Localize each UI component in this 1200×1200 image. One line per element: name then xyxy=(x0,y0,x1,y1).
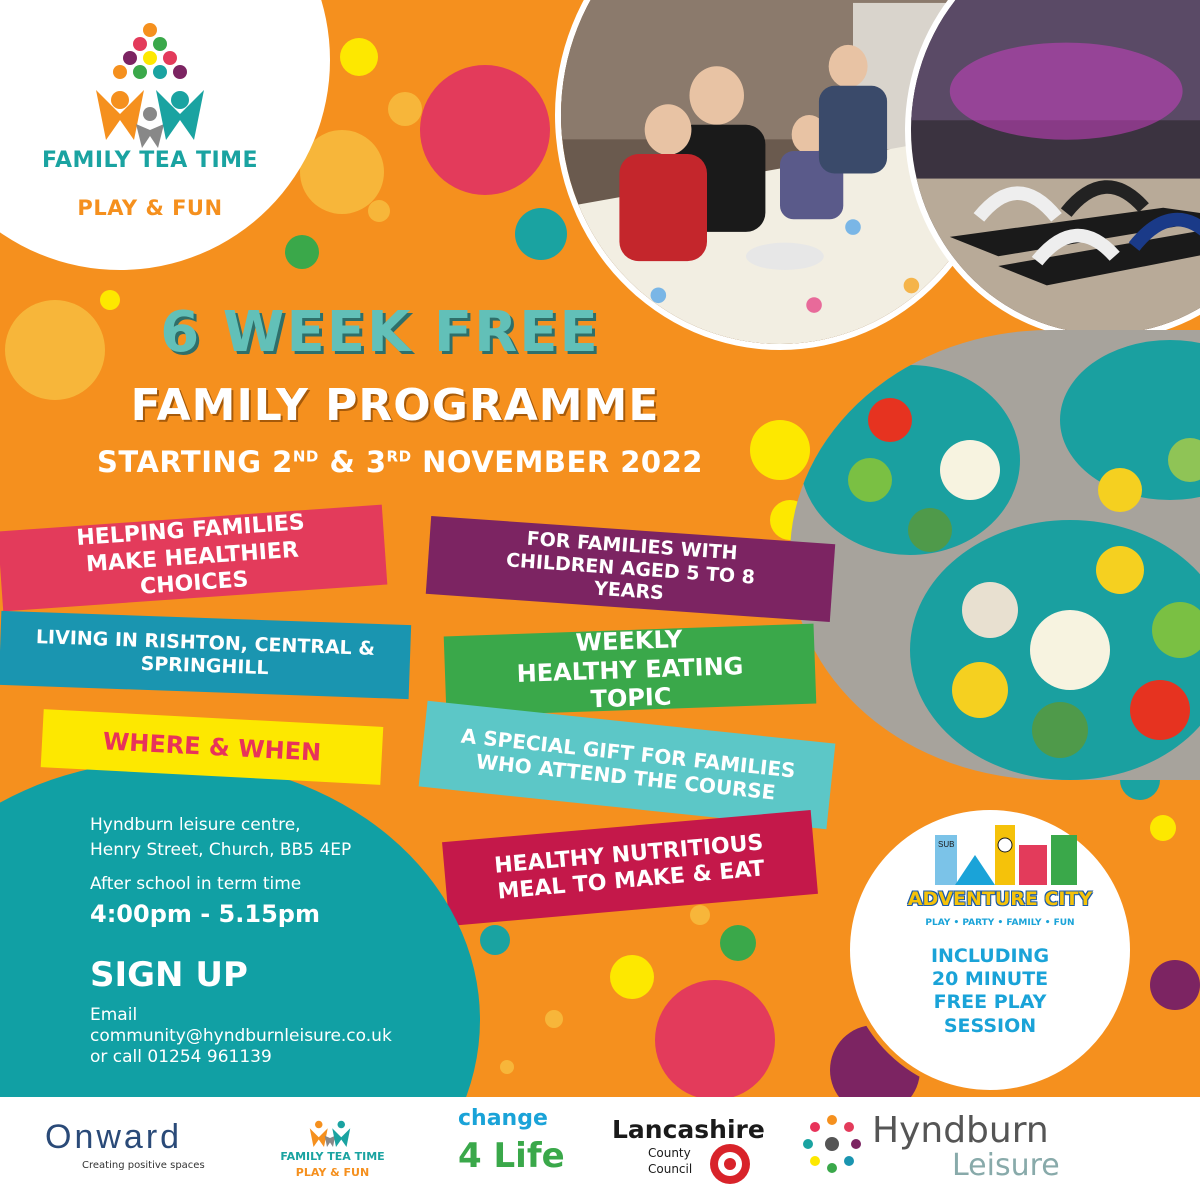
footer-ftt-title: FAMILY TEA TIME xyxy=(280,1150,385,1163)
lancashire-council: Council xyxy=(648,1162,693,1176)
logo-subtitle: PLAY & FUN xyxy=(77,196,223,220)
signup-title: SIGN UP xyxy=(90,955,248,995)
leisure-text: Leisure xyxy=(952,1148,1060,1183)
free-play-text xyxy=(885,945,1095,1038)
headline-programme: FAMILY PROGRAMME xyxy=(130,380,660,431)
decor-dot xyxy=(690,905,710,925)
decor-dot xyxy=(610,955,654,999)
email-label: Email xyxy=(90,1005,138,1025)
adventure-city-brand: ADVENTURE CITY xyxy=(907,888,1093,910)
start-date-text: NOVEMBER 2022 xyxy=(411,445,703,479)
session-time: 4:00pm - 5.15pm xyxy=(90,900,320,928)
headline-weeks: 6 WEEK FREE xyxy=(160,300,600,365)
start-date-sup: RD xyxy=(386,447,412,466)
decor-dot xyxy=(1150,960,1200,1010)
phone-text: or call 01254 961139 xyxy=(90,1047,272,1067)
start-date-sup: ND xyxy=(292,447,319,466)
banner-children-age: FOR FAMILIES WITH CHILDREN AGED 5 TO 8 YEARS xyxy=(426,516,835,622)
adventure-tagline: PLAY • PARTY • FAMILY • FUN xyxy=(925,918,1075,928)
adventure-sub-text: SUB xyxy=(938,840,955,849)
decor-dot xyxy=(368,200,390,222)
logo-title: FAMILY TEA TIME xyxy=(41,148,259,173)
footer-ftt-subtitle: PLAY & FUN xyxy=(295,1166,370,1179)
red-rose-icon xyxy=(708,1142,752,1186)
change4life-change: change xyxy=(458,1106,548,1131)
banner-living-in: LIVING IN RISHTON, CENTRAL & SPRINGHILL xyxy=(0,611,411,699)
hyndburn-text: Hyndburn xyxy=(872,1110,1049,1151)
address-line: Henry Street, Church, BB5 4EP xyxy=(90,840,352,860)
free-play-line: INCLUDING xyxy=(930,945,1050,967)
onward-logo: Onward xyxy=(45,1118,183,1156)
decor-dot xyxy=(750,420,810,480)
family-figures-icon xyxy=(305,1102,355,1150)
where-when-heading: WHERE & WHEN xyxy=(41,709,384,785)
food-platters-photo xyxy=(790,330,1200,780)
change4life-4life: 4 Life xyxy=(458,1136,565,1176)
decor-dot xyxy=(480,925,510,955)
address-line: Hyndburn leisure centre, xyxy=(90,815,301,835)
family-figures-icon xyxy=(90,20,210,148)
start-date-text: & 3 xyxy=(318,445,387,479)
decor-dot xyxy=(515,208,567,260)
free-play-line: FREE PLAY SESSION xyxy=(933,991,1047,1037)
onward-tagline: Creating positive spaces xyxy=(82,1160,205,1171)
lancashire-text: Lancashire xyxy=(612,1115,765,1144)
decor-dot xyxy=(720,925,756,961)
decor-dot xyxy=(340,38,378,76)
schedule-text: After school in term time xyxy=(90,874,302,894)
banner-special-gift: A SPECIAL GIFT FOR FAMILIES WHO ATTEND THE COURSE xyxy=(419,701,836,829)
headline-start-date xyxy=(50,445,750,479)
free-play-line: 20 MINUTE xyxy=(931,968,1049,991)
decor-dot xyxy=(500,1060,514,1074)
decor-dot xyxy=(100,290,120,310)
decor-dot xyxy=(420,65,550,195)
gym-session-photo xyxy=(905,0,1200,340)
decor-dot xyxy=(388,92,422,126)
email-link[interactable]: community@hyndburnleisure.co.uk xyxy=(90,1026,392,1046)
banner-healthier-choices: HELPING FAMILIES MAKE HEALTHIER CHOICES xyxy=(0,505,387,612)
start-date-text: STARTING 2 xyxy=(97,445,293,479)
banner-weekly-topic: WEEKLY HEALTHY EATING TOPIC xyxy=(444,624,817,717)
banner-healthy-meal: HEALTHY NUTRITIOUS MEAL TO MAKE & EAT xyxy=(442,810,818,926)
decor-dot xyxy=(285,235,319,269)
decor-dot xyxy=(545,1010,563,1028)
hyndburn-star-icon xyxy=(800,1112,864,1176)
decor-dot xyxy=(655,980,775,1100)
decor-dot xyxy=(1150,815,1176,841)
lancashire-county: County xyxy=(648,1146,691,1160)
